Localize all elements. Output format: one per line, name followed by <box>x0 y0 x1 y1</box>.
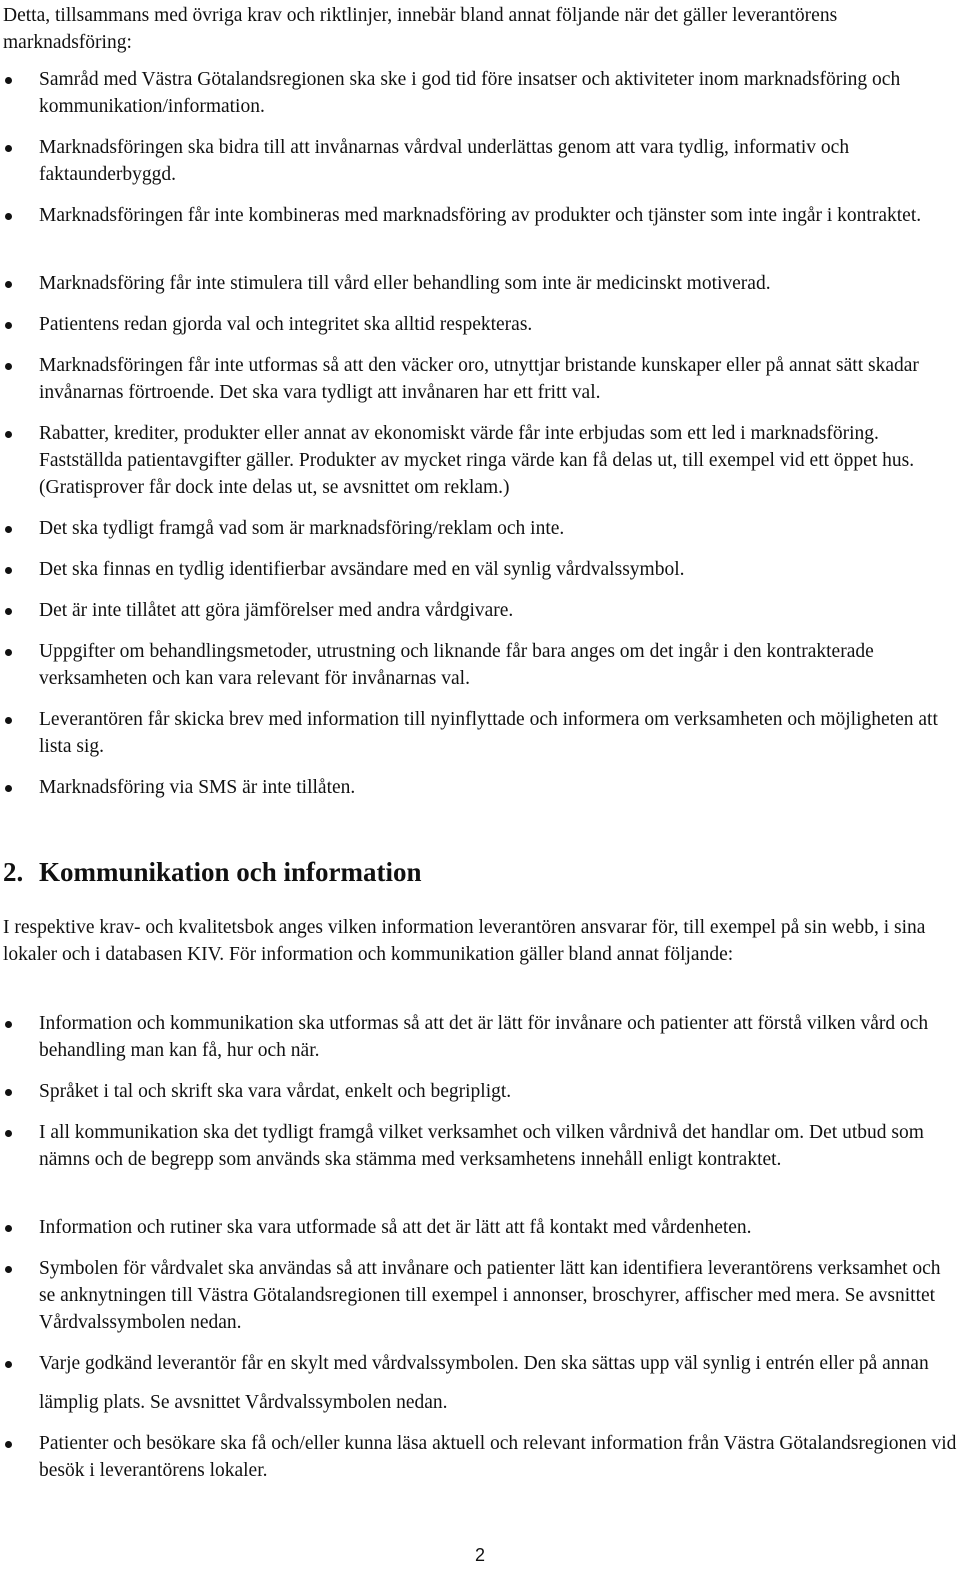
bullet-icon <box>5 281 12 288</box>
bullet-icon <box>5 1266 12 1273</box>
list-item-text: Språket i tal och skrift ska vara vårdat, enkelt och begripligt. <box>39 1081 512 1102</box>
bullet-icon <box>5 1021 12 1028</box>
section-number: 2. <box>3 857 24 887</box>
bullet-icon <box>5 145 12 152</box>
bullet-icon <box>5 363 12 370</box>
list-item-text: Marknadsföringen får inte utformas så att den väcker oro, utnyttjar bristande kunskaper eller på annat sätt skadar invånarnas förtroende. Det ska vara tydligt att invånaren har ett fritt val. <box>39 355 919 403</box>
list-item-text: I all kommunikation ska det tydligt framgå vilket verksamhet och vilken vårdnivå det handlar om. Det utbud som nämns och de begrepp som används ska stämma med verksamhetens innehåll enligt kontraktet. <box>39 1122 924 1170</box>
bullet-icon <box>5 77 12 84</box>
bullet-icon <box>5 567 12 574</box>
section-heading <box>3 854 422 890</box>
bullet-icon <box>5 1361 12 1368</box>
list-item-text: Det är inte tillåtet att göra jämförelser med andra vårdgivare. <box>39 600 514 621</box>
bullet-icon <box>5 1130 12 1137</box>
list-item-text: Marknadsföringen får inte kombineras med marknadsföring av produkter och tjänster som inte ingår i kontraktet. <box>39 205 922 226</box>
list-item-text: Information och rutiner ska vara utformade så att det är lätt att få kontakt med vårdenheten. <box>39 1217 752 1238</box>
bullet-icon <box>5 785 12 792</box>
bullet-icon <box>5 526 12 533</box>
bullet-icon <box>5 213 12 220</box>
list-item-text: Uppgifter om behandlingsmetoder, utrustning och liknande får bara anges om det ingår i den kontrakterade verksamheten och kan vara relevant för invånarnas val. <box>39 641 874 689</box>
bullet-icon <box>5 1089 12 1096</box>
list-item-text: Information och kommunikation ska utformas så att det är lätt för invånare och patienter att förstå vilken vård och behandling man kan få, hur och när. <box>39 1013 929 1061</box>
page-number: 2 <box>474 1545 485 1565</box>
list-item-text: Samråd med Västra Götalandsregionen ska ske i god tid före insatser och aktiviteter inom marknadsföring och kommunikation/information. <box>39 69 901 117</box>
list-item-text: Symbolen för vårdvalet ska användas så att invånare och patienter lätt kan identifiera leverantörens verksamhet och se anknytningen till Västra Götalandsregionen till exempel i annonser, broschyrer, affischer med mera. Se avsnittet Vårdvalssymbolen nedan. <box>39 1258 941 1333</box>
bullet-icon <box>5 1441 12 1448</box>
section-title: Kommunikation och information <box>39 857 422 887</box>
list-item-text: Varje godkänd leverantör får en skylt med vårdvalssymbolen. Den ska sättas upp väl synlig i entrén eller på annan lämplig plats. Se avsnittet Vårdvalssymbolen nedan. <box>39 1353 929 1413</box>
bullet-icon <box>5 649 12 656</box>
list-item-text: Marknadsföring får inte stimulera till vård eller behandling som inte är medicinskt motiverad. <box>39 273 771 294</box>
section-intro: I respektive krav- och kvalitetsbok anges vilken information leverantören ansvarar för, till exempel på sin webb, i sina lokaler och i databasen KIV. För information och kommunikation gäller bland annat följande: <box>3 917 926 965</box>
list-item-text: Marknadsföringen ska bidra till att invånarnas vårdval underlättas genom att vara tydlig, informativ och faktaunderbyggd. <box>39 137 850 185</box>
list-item-text: Patienter och besökare ska få och/eller kunna läsa aktuell och relevant information från Västra Götalandsregionen vid besök i leverantörens lokaler. <box>39 1433 957 1481</box>
bullet-icon <box>5 322 12 329</box>
bullet-icon <box>5 717 12 724</box>
list-item-text: Leverantören får skicka brev med information till nyinflyttade och informera om verksamheten och möjligheten att lista sig. <box>39 709 938 757</box>
list-item-text: Det ska finnas en tydlig identifierbar avsändare med en väl synlig vårdvalssymbol. <box>39 559 685 580</box>
bullet-icon <box>5 608 12 615</box>
list-item-text: Marknadsföring via SMS är inte tillåten. <box>39 777 356 798</box>
list-item-text: Patientens redan gjorda val och integritet ska alltid respekteras. <box>39 314 533 335</box>
bullet-icon <box>5 431 12 438</box>
marketing-intro: Detta, tillsammans med övriga krav och riktlinjer, innebär bland annat följande när det gäller leverantörens marknadsföring: <box>3 5 838 53</box>
bullet-icon <box>5 1225 12 1232</box>
list-item-text: Rabatter, krediter, produkter eller annat av ekonomiskt värde får inte erbjudas som ett led i marknadsföring. Fastställda patientavgifter gäller. Produkter av mycket ringa värde kan få delas ut, till exempel vid ett öppet hus. (Gratisprover får dock inte delas ut, se avsnittet om reklam.) <box>39 423 915 498</box>
list-item-text: Det ska tydligt framgå vad som är marknadsföring/reklam och inte. <box>39 518 565 539</box>
